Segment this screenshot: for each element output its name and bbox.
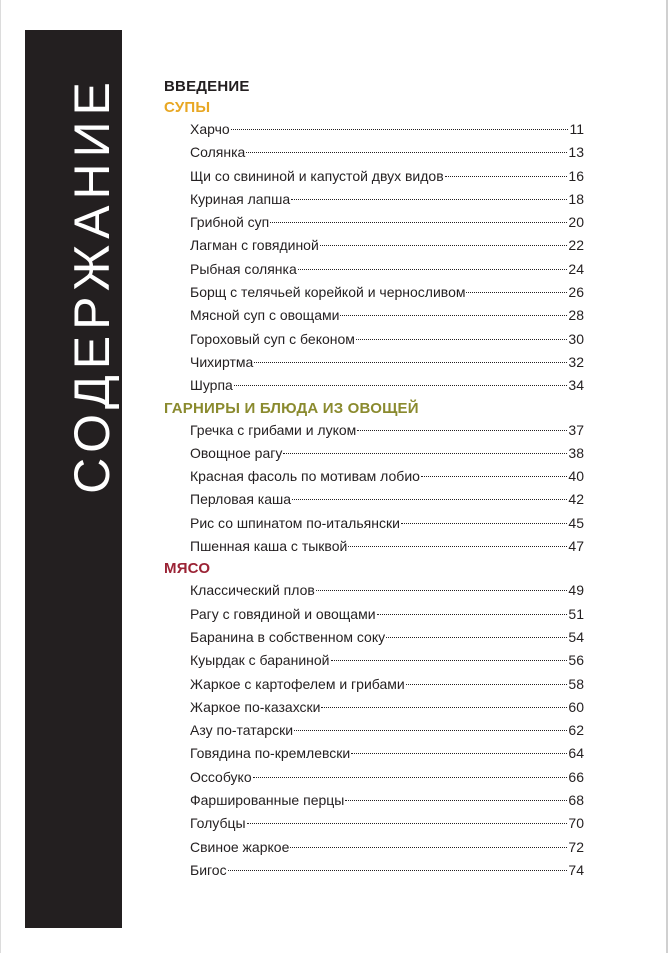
toc-entry[interactable] <box>190 165 584 188</box>
dot-leader <box>294 730 567 731</box>
toc-entry[interactable] <box>190 374 584 397</box>
dot-leader <box>377 614 568 615</box>
dot-leader <box>348 546 567 547</box>
dot-leader <box>345 800 567 801</box>
dot-leader <box>292 499 567 500</box>
toc-entry-page: 26 <box>568 284 584 301</box>
toc-entry-page: 18 <box>568 190 584 207</box>
toc-entry-page: 30 <box>568 330 584 347</box>
toc-entry-page: 40 <box>568 468 584 485</box>
toc-entry[interactable] <box>190 442 584 465</box>
toc-entry-title: Свиное жаркое <box>190 838 290 855</box>
toc-entry-title: Куырдак с бараниной <box>190 652 330 669</box>
toc-entry-title: Перловая каша <box>190 491 292 508</box>
toc-entry-page: 64 <box>568 745 584 762</box>
toc-entry-page: 20 <box>568 214 584 231</box>
toc-entry[interactable] <box>190 234 584 257</box>
dot-leader <box>445 176 568 177</box>
toc-entry[interactable] <box>190 351 584 374</box>
toc-entry-title: Мясной суп с овощами <box>190 307 340 324</box>
dot-leader <box>401 523 568 524</box>
toc-entry[interactable] <box>190 649 584 672</box>
toc-entry[interactable] <box>190 859 584 882</box>
toc-entry-page: 56 <box>568 652 584 669</box>
toc-entry-page: 45 <box>568 514 584 531</box>
dot-leader <box>331 660 568 661</box>
toc-entry[interactable] <box>190 419 584 442</box>
dot-leader <box>386 637 567 638</box>
dot-leader <box>298 269 568 270</box>
toc-entry[interactable] <box>190 719 584 742</box>
toc-entry-title: Жаркое по-казахски <box>190 698 321 715</box>
toc-entry[interactable] <box>190 304 584 327</box>
toc-entry-page: 72 <box>568 838 584 855</box>
toc-entry-title: Говядина по-кремлевски <box>190 745 351 762</box>
table-of-contents <box>164 76 584 882</box>
toc-entry[interactable] <box>190 766 584 789</box>
toc-entry[interactable] <box>190 465 584 488</box>
section-heading: СУПЫ <box>164 99 211 116</box>
dot-leader <box>231 129 569 130</box>
dot-leader <box>320 245 568 246</box>
toc-entry-title: Фаршированные перцы <box>190 792 345 809</box>
dot-leader <box>247 823 568 824</box>
dot-leader <box>466 292 567 293</box>
toc-entry[interactable] <box>190 488 584 511</box>
toc-entry-title: Баранина в собственном соку <box>190 628 386 645</box>
dot-leader <box>291 199 567 200</box>
dot-leader <box>254 362 567 363</box>
toc-entry-title: Харчо <box>190 121 230 137</box>
toc-entry-page: 16 <box>568 167 584 184</box>
dot-leader <box>421 476 568 477</box>
dot-leader <box>351 753 567 754</box>
toc-entry[interactable] <box>190 141 584 164</box>
toc-entry-page: 22 <box>568 237 584 254</box>
toc-entry-page: 60 <box>568 698 584 715</box>
toc-entry[interactable] <box>190 696 584 719</box>
page-title: СОДЕРЖАНИЕ <box>64 76 120 494</box>
dot-leader <box>356 339 568 340</box>
dot-leader <box>340 315 567 316</box>
toc-entry-page: 37 <box>568 421 584 438</box>
toc-entry[interactable] <box>190 535 584 558</box>
toc-entry-page: 34 <box>568 377 584 394</box>
toc-entry-page: 62 <box>568 722 584 739</box>
toc-entry[interactable] <box>190 211 584 234</box>
toc-entry-page: 58 <box>568 675 584 692</box>
toc-entry-title: Рис со шпинатом по-итальянски <box>190 514 400 531</box>
toc-entry-page: 70 <box>568 815 584 832</box>
toc-entry-page: 54 <box>568 628 584 645</box>
toc-entry[interactable] <box>190 328 584 351</box>
toc-entry[interactable] <box>190 603 584 626</box>
toc-entry-title: Куриная лапша <box>190 190 291 207</box>
dot-leader <box>357 430 567 431</box>
toc-entry-page: 74 <box>568 861 584 878</box>
toc-entry-title: Голубцы <box>190 815 246 832</box>
dot-leader <box>246 152 567 153</box>
dot-leader <box>406 684 568 685</box>
toc-entry-title: Азу по-татарски <box>190 722 294 739</box>
toc-entry-page: 51 <box>568 605 584 622</box>
toc-entry[interactable] <box>190 188 584 211</box>
toc-entry-title: Жаркое с картофелем и грибами <box>190 675 405 692</box>
dot-leader <box>290 847 567 848</box>
dot-leader <box>234 385 568 386</box>
toc-entry-page: 49 <box>568 582 584 599</box>
toc-entry-title: Оссобуко <box>190 768 252 785</box>
toc-entry-title: Пшенная каша с тыквой <box>190 538 348 555</box>
dot-leader <box>270 222 567 223</box>
dot-leader <box>321 707 567 708</box>
toc-entry-title: Овощное рагу <box>190 444 283 461</box>
toc-entry[interactable] <box>190 258 584 281</box>
toc-entry-page: 42 <box>568 491 584 508</box>
toc-entry-title: Гороховый суп с беконом <box>190 330 355 347</box>
toc-entry-page: 47 <box>568 538 584 555</box>
toc-entry-title: Чихиртма <box>190 353 254 370</box>
toc-entry[interactable] <box>190 812 584 835</box>
toc-entry[interactable] <box>190 118 584 141</box>
toc-entry-title: Солянка <box>190 144 246 161</box>
toc-entry-title: Лагман с говядиной <box>190 237 319 254</box>
section-heading: ГАРНИРЫ И БЛЮДА ИЗ ОВОЩЕЙ <box>164 399 419 417</box>
toc-entry-title: Рыбная солянка <box>190 260 297 277</box>
toc-entry-title: Щи со свининой и капустой двух видов <box>190 167 444 184</box>
toc-entry-page: 13 <box>568 144 584 161</box>
toc-entry-page: 11 <box>569 121 584 137</box>
toc-entry-title: Борщ с телячьей корейкой и черносливом <box>190 284 466 301</box>
dot-leader <box>316 590 568 591</box>
toc-entry[interactable] <box>190 789 584 812</box>
toc-entry[interactable] <box>190 626 584 649</box>
toc-entry[interactable] <box>190 836 584 859</box>
toc-entry-title: Классический плов <box>190 582 315 599</box>
toc-entry[interactable] <box>190 673 584 696</box>
section-heading: МЯСО <box>164 560 211 578</box>
toc-entry-page: 38 <box>568 444 584 461</box>
toc-entry[interactable] <box>190 281 584 304</box>
dot-leader <box>283 453 567 454</box>
section-heading-intro: ВВЕДЕНИЕ <box>164 78 250 95</box>
toc-entry-title: Рагу с говядиной и овощами <box>190 605 376 622</box>
dot-leader <box>228 870 568 871</box>
toc-entry-page: 68 <box>568 792 584 809</box>
toc-entry-title: Грибной суп <box>190 214 270 231</box>
dot-leader <box>253 777 568 778</box>
toc-entry-page: 32 <box>568 353 584 370</box>
toc-entry-title: Гречка с грибами и луком <box>190 421 357 438</box>
toc-entry-title: Шурпа <box>190 377 233 394</box>
toc-entry-page: 28 <box>568 307 584 324</box>
toc-entry[interactable] <box>190 579 584 602</box>
toc-entry[interactable] <box>190 512 584 535</box>
toc-entry[interactable] <box>190 742 584 765</box>
toc-entry-title: Красная фасоль по мотивам лобио <box>190 468 420 485</box>
toc-entry-page: 66 <box>568 768 584 785</box>
toc-entry-page: 24 <box>568 260 584 277</box>
toc-entry-title: Бигос <box>190 861 227 878</box>
